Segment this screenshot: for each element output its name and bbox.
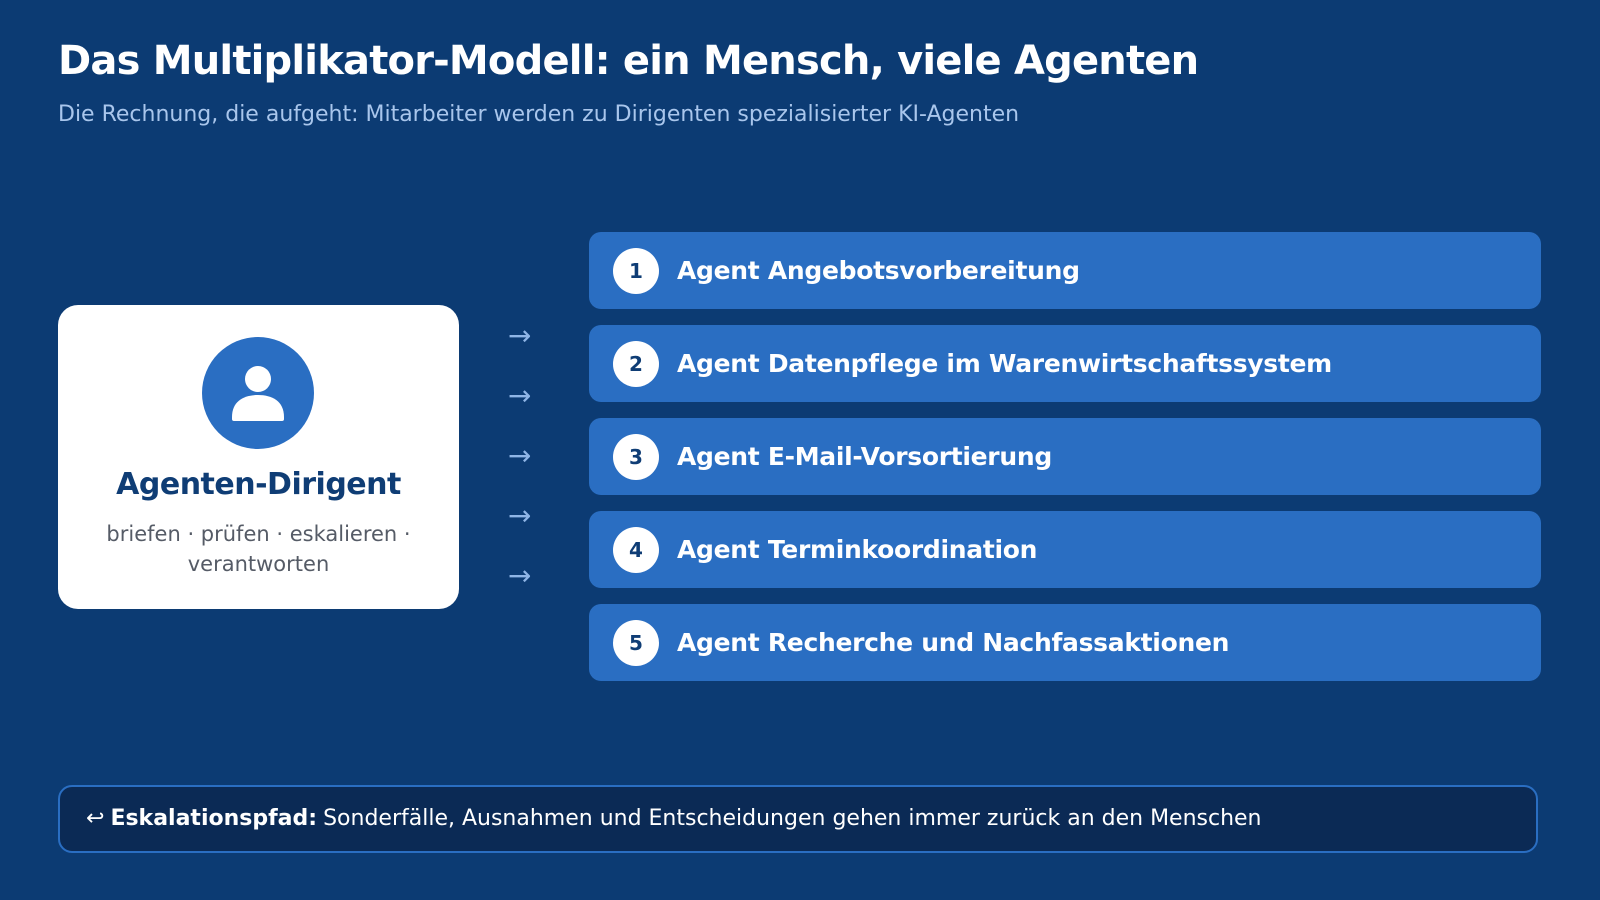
escalation-banner [58, 785, 1538, 853]
agent-number-badge: 4 [613, 527, 659, 573]
arrow-right-icon: → [508, 559, 532, 592]
conductor-subtitle: briefen · prüfen · eskalieren · verantworten [106, 522, 411, 576]
agent-label: Agent Datenpflege im Warenwirtschaftssystem [677, 349, 1332, 378]
arrow-right-icon: → [508, 439, 532, 472]
escalation-text: Sonderfälle, Ausnahmen und Entscheidungen gehen immer zurück an den Menschen [323, 806, 1262, 831]
agent-number-badge: 5 [613, 620, 659, 666]
agent-label: Agent Angebotsvorbereitung [677, 256, 1080, 285]
agent-card [589, 418, 1541, 495]
agent-label: Agent Terminkoordination [677, 535, 1038, 564]
agent-label: Agent Recherche und Nachfassaktionen [677, 628, 1230, 657]
agent-card [589, 604, 1541, 681]
agent-label: Agent E-Mail-Vorsortierung [677, 442, 1052, 471]
conductor-card [58, 305, 459, 609]
page-title: Das Multiplikator-Modell: ein Mensch, viele Agenten [58, 38, 1199, 84]
agent-number-badge: 3 [613, 434, 659, 480]
arrow-right-icon: → [508, 379, 532, 412]
agent-number-badge: 1 [613, 248, 659, 294]
arrow-right-icon: → [508, 499, 532, 532]
page-subtitle: Die Rechnung, die aufgeht: Mitarbeiter werden zu Dirigenten spezialisierter KI-Agenten [58, 102, 1020, 127]
agent-number-badge: 2 [613, 341, 659, 387]
agent-card [589, 511, 1541, 588]
agent-card [589, 325, 1541, 402]
agent-list [589, 232, 1541, 697]
agent-card [589, 232, 1541, 309]
arrow-column [508, 319, 542, 622]
conductor-title: Agenten-Dirigent [116, 467, 401, 502]
return-arrow-icon: ↩ [86, 806, 105, 831]
arrow-right-icon: → [508, 319, 532, 352]
person-icon [202, 337, 314, 449]
escalation-label: Eskalationspfad: [110, 806, 318, 831]
